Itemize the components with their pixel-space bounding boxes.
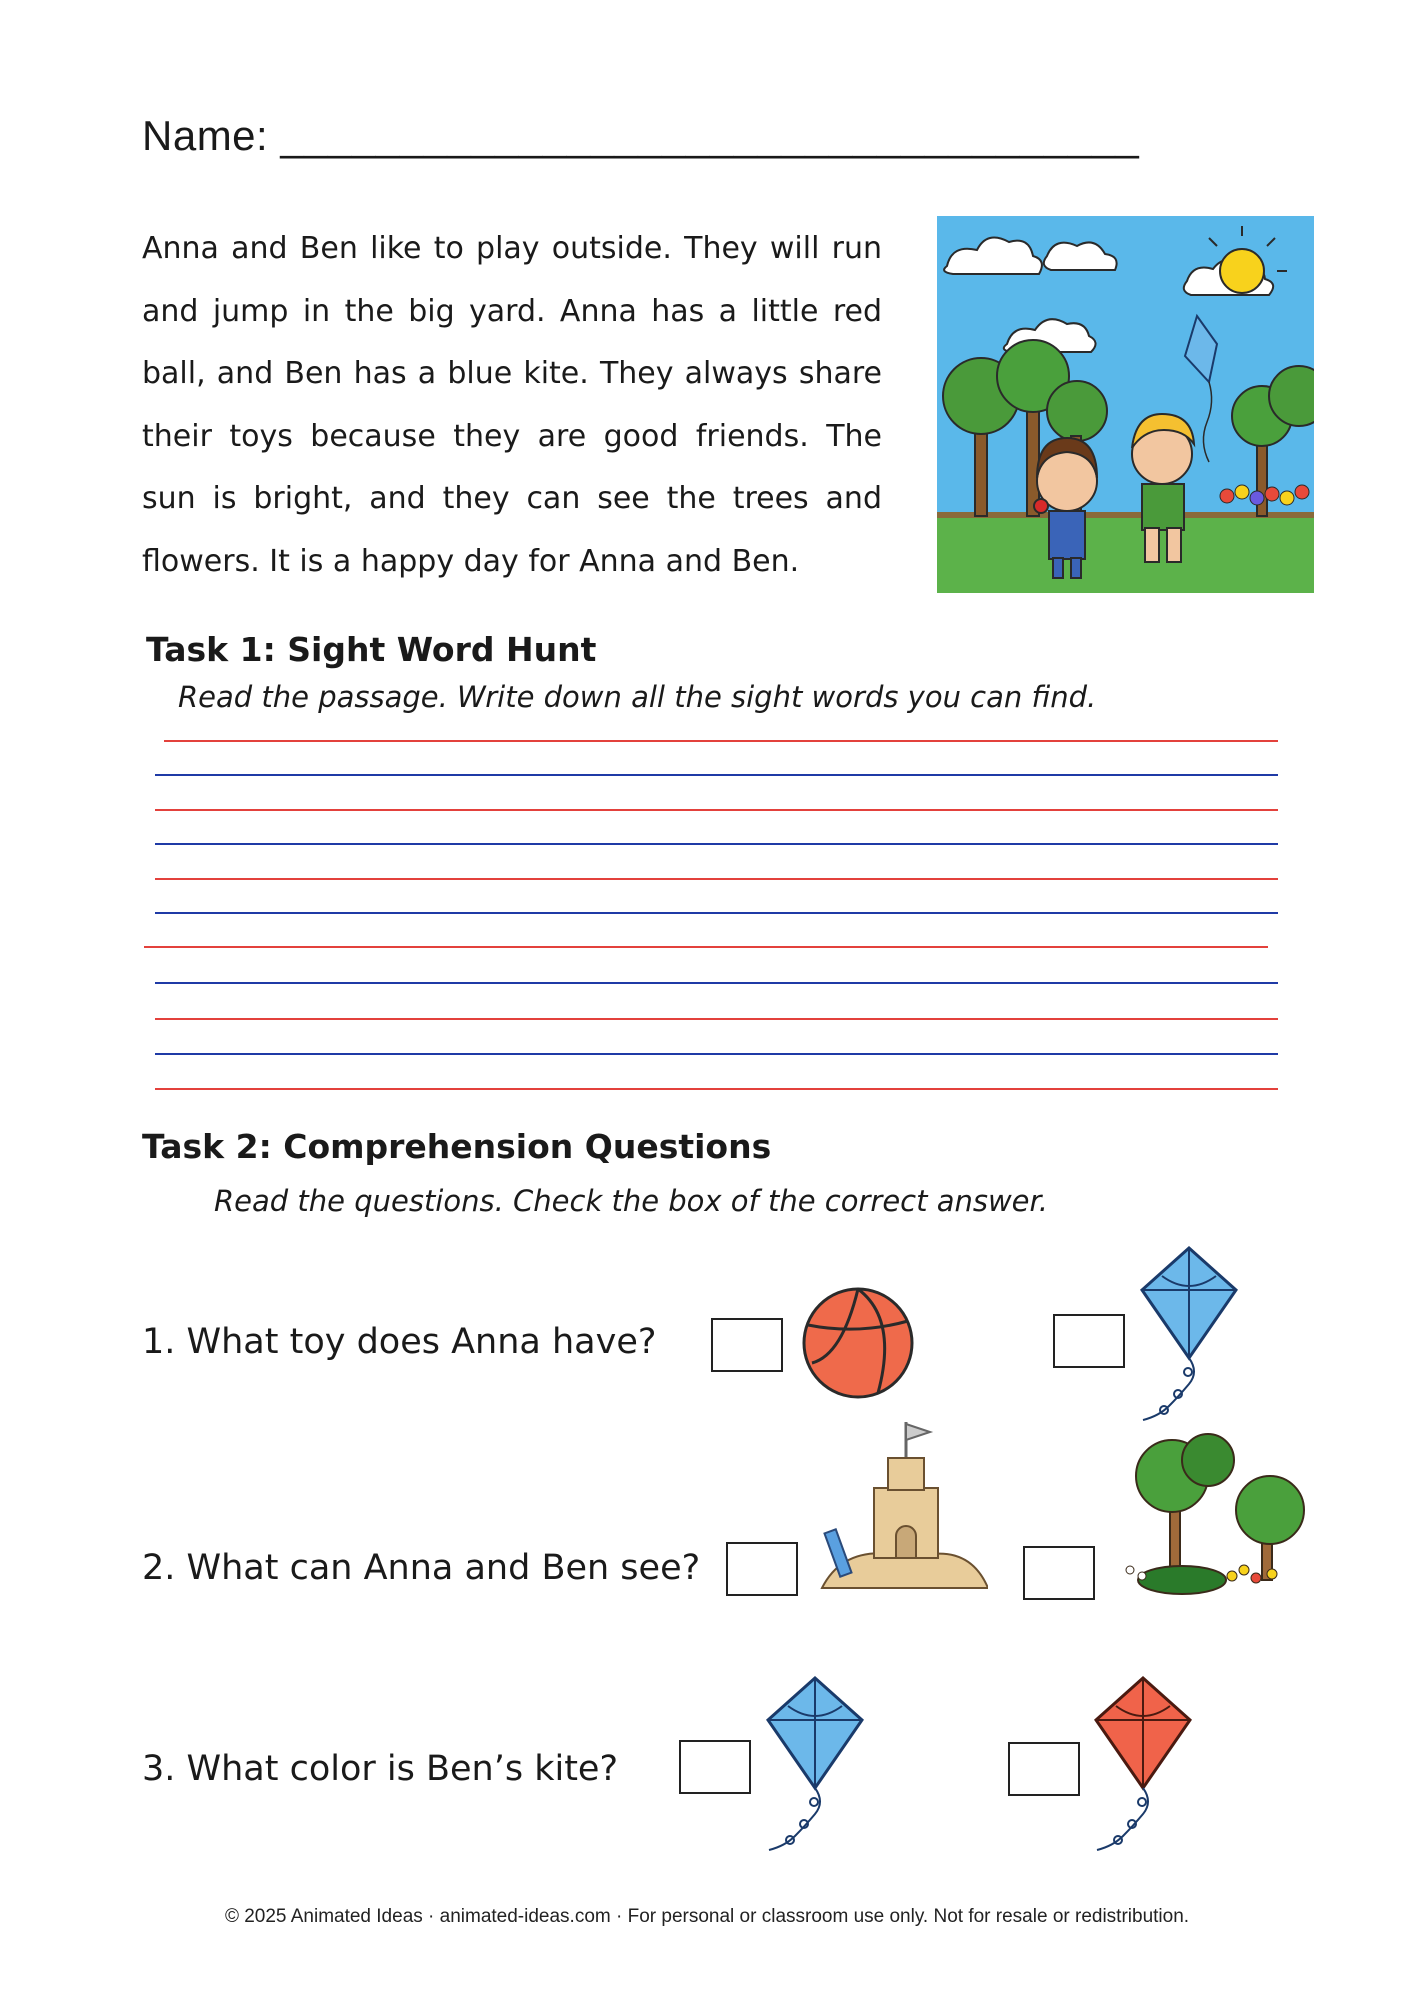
q1-option-1-checkbox[interactable] [711, 1318, 783, 1372]
q3-option-1-checkbox[interactable] [679, 1740, 751, 1794]
q1-option-2-checkbox[interactable] [1053, 1314, 1125, 1368]
red-kite-icon [1092, 1676, 1194, 1860]
sandcastle-icon [814, 1418, 988, 1594]
task2-title: Task 2: Comprehension Questions [142, 1127, 772, 1166]
task1-title: Task 1: Sight Word Hunt [146, 630, 597, 669]
kids-playing-illustration [937, 216, 1314, 593]
q3-option-2-checkbox[interactable] [1008, 1742, 1080, 1796]
task2-instruction: Read the questions. Check the box of the correct answer. [214, 1184, 1048, 1218]
q2-option-1-checkbox[interactable] [726, 1542, 798, 1596]
question-1: 1. What toy does Anna have? [142, 1322, 657, 1362]
q2-option-2-checkbox[interactable] [1023, 1546, 1095, 1600]
red-ball-icon [800, 1285, 916, 1401]
blue-kite-icon [1138, 1246, 1240, 1430]
blue-kite-icon [764, 1676, 866, 1860]
reading-passage: Anna and Ben like to play outside. They will run and jump in the big yard. Anna has a little red ball, and Ben has a blue kite. They always share their toys because they are good friends. The sun is bright, and they can see the trees and flowers. It is a happy day for Anna and Ben. [142, 231, 882, 579]
question-3: 3. What color is Ben’s kite? [142, 1749, 619, 1789]
task1-instruction: Read the passage. Write down all the sight words you can find. [178, 680, 1097, 714]
name-field-label[interactable]: Name: ____________________________________ [142, 112, 1140, 159]
trees-and-flowers-icon [1112, 1430, 1320, 1596]
footer-copyright: © 2025 Animated Ideas · animated-ideas.com · For personal or classroom use only. Not for resale or redistribution. [224, 1906, 1190, 1927]
question-2: 2. What can Anna and Ben see? [142, 1548, 701, 1588]
